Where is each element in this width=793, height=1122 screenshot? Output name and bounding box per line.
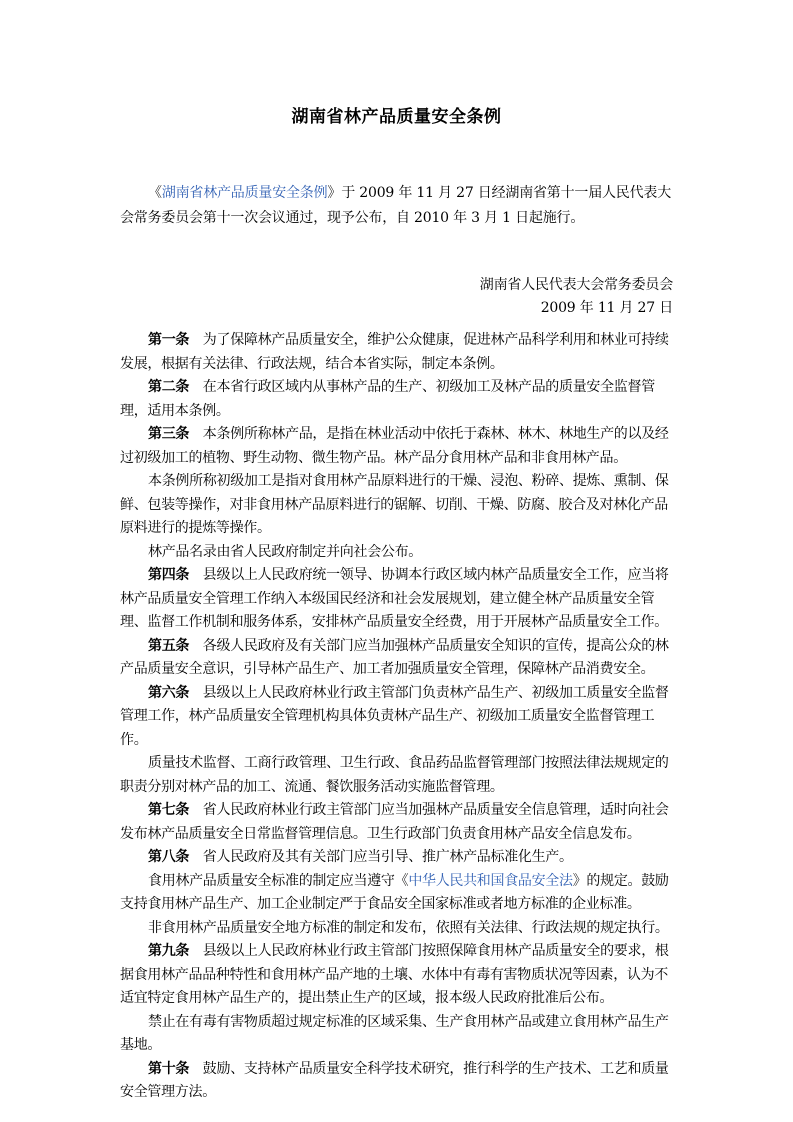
paragraph-text: 食用林产品质量安全标准的制定应当遵守 <box>148 872 395 889</box>
paragraph <box>120 541 680 565</box>
article-label: 第四条 <box>148 567 190 583</box>
article-label: 第八条 <box>148 849 190 865</box>
articles-body <box>120 329 680 1105</box>
article-label: 第一条 <box>148 332 190 348</box>
article-text: 县级以上人民政府统一领导、协调本行政区域内林产品质量安全工作，应当将林产品质量安全管理工作纳入本级国民经济和社会发展规划，建立健全林产品质量安全管理、监督工作机制和服务体系，安排林产品质量安全经费，用于开展林产品质量安全工作。 <box>120 567 669 630</box>
paragraph-text: 非食用林产品质量安全地方标准的制定和发布，依照有关法律、行政法规的规定执行。 <box>148 919 669 936</box>
article-text: 在本省行政区域内从事林产品的生产、初级加工及林产品的质量安全监督管理，适用本条例。 <box>120 379 655 419</box>
signature-date: 2009 年 11 月 27 日 <box>540 300 673 316</box>
paragraph <box>120 917 680 941</box>
article-text: 省人民政府及其有关部门应当引导、推广林产品标准化生产。 <box>189 849 573 865</box>
document-title: 湖南省林产品质量安全条例 <box>291 107 502 127</box>
article-text: 各级人民政府及有关部门应当加强林产品质量安全知识的宣传，提高公众的林产品质量安全意识，引导林产品生产、加工者加强质量安全管理，保障林产品消费安全。 <box>120 637 669 677</box>
article-text: 县级以上人民政府林业行政主管部门负责林产品生产、初级加工质量安全监督管理工作，林产品质量安全管理机构具体负责林产品生产、初级加工质量安全监督管理工作。 <box>120 684 669 748</box>
paragraph: 食用林产品质量安全标准的制定应当遵守《中华人民共和国食品安全法》的规定。鼓励支持食用林产品生产、加工企业制定严于食品安全国家标准或者地方标准的企业标准。 <box>120 872 669 912</box>
article-label: 第六条 <box>148 684 190 701</box>
paragraph-text: 质量技术监督、工商行政管理、卫生行政、食品药品监督管理部门按照法律法规规定的职责分别对林产品的加工、流通、餐饮服务活动实施监督管理。 <box>120 755 669 795</box>
article-8 <box>120 846 680 870</box>
promulgation-notice <box>120 181 680 231</box>
article-1 <box>120 329 680 376</box>
paragraph-text: 禁止在有毒有害物质超过规定标准的区域采集、生产食用林产品或建立食用林产品生产基地。 <box>120 1013 669 1053</box>
notice-text: 于 2009 年 11 月 27 日经湖南省第十一届人民代表大会常务委员会第十一次会议通过，现予公布，自 2010 年 3 月 1 日起施行。 <box>120 185 671 226</box>
paragraph <box>120 470 680 541</box>
article-label: 第五条 <box>148 637 190 654</box>
article-6 <box>120 682 680 753</box>
left-quote: 《 <box>148 185 162 201</box>
paragraph <box>120 1011 680 1058</box>
article-label: 第七条 <box>148 802 190 818</box>
paragraph <box>120 752 680 799</box>
article-text: 本条例所称林产品，是指在林业活动中依托于森林、林木、林地生产的以及经过初级加工的植物、野生动物、微生物产品。林产品分食用林产品和非食用林产品。 <box>120 426 669 466</box>
food-safety-law-link[interactable]: 中华人民共和国食品安全法 <box>408 872 573 889</box>
article-text: 县级以上人民政府林业行政主管部门按照保障食用林产品质量安全的要求，根据食用林产品品种特性和食用林产品产地的土壤、水体中有毒有害物质状况等因素，认为不适宜特定食用林产品生产的，提出禁止生产的区域，报本级人民政府批准后公布。 <box>120 943 669 1006</box>
article-3 <box>120 423 680 470</box>
paragraph-text: 林产品名录由省人民政府制定并向社会公布。 <box>148 543 422 560</box>
article-10 <box>120 1058 680 1105</box>
article-text: 鼓励、支持林产品质量安全科学技术研究，推行科学的生产技术、工艺和质量安全管理方法。 <box>120 1060 669 1100</box>
signature-org: 湖南省人民代表大会常务委员会 <box>479 277 673 293</box>
article-label: 第二条 <box>148 379 190 395</box>
article-label: 第九条 <box>148 943 190 959</box>
article-label: 第三条 <box>148 426 190 442</box>
article-7 <box>120 799 680 846</box>
article-4 <box>120 564 680 635</box>
article-text: 省人民政府林业行政主管部门应当加强林产品质量安全信息管理，适时向社会发布林产品质量安全日常监督管理信息。卫生行政部门负责食用林产品安全信息发布。 <box>120 802 669 842</box>
article-2 <box>120 376 680 423</box>
right-quote: 》 <box>327 185 342 201</box>
article-text: 为了保障林产品质量安全，维护公众健康，促进林产品科学利用和林业可持续发展，根据有关法律、行政法规，结合本省实际，制定本条例。 <box>120 332 669 372</box>
article-label: 第十条 <box>148 1060 190 1077</box>
article-9 <box>120 940 680 1011</box>
law-name-link[interactable]: 湖南省林产品质量安全条例 <box>161 185 328 201</box>
article-5 <box>120 635 680 682</box>
paragraph-text-after: 的规定。鼓励支持食用林产品生产、加工企业制定严于食品安全国家标准或者地方标准的企业标准。 <box>120 872 669 912</box>
paragraph-text: 本条例所称初级加工是指对食用林产品原料进行的干燥、浸泡、粉碎、提炼、熏制、保鲜、包装等操作，对非食用林产品原料进行的锯解、切削、干燥、防腐、胶合及对林化产品原料进行的提炼等操作。 <box>120 473 669 536</box>
